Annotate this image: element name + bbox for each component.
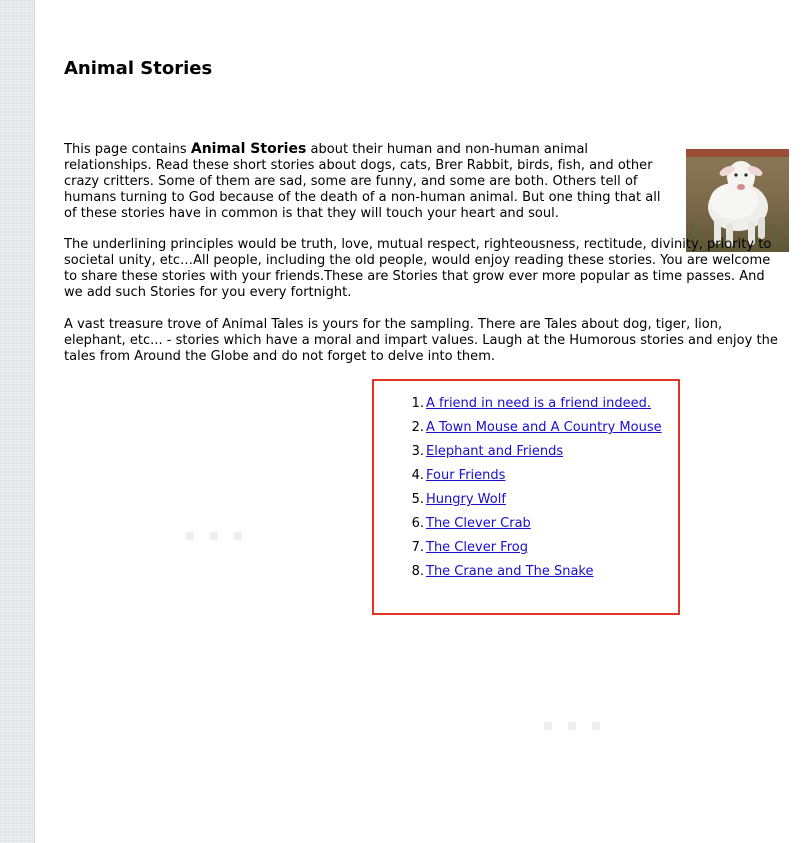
list-item	[406, 443, 662, 467]
loading-dot	[186, 532, 194, 540]
story-link-clever-crab[interactable]: The Clever Crab	[426, 516, 531, 531]
story-link-elephant-friends[interactable]: Elephant and Friends	[426, 444, 564, 459]
story-link-clever-frog[interactable]: The Clever Frog	[426, 540, 528, 555]
list-item	[406, 467, 662, 491]
story-link-town-mouse[interactable]: A Town Mouse and A Country Mouse	[426, 420, 662, 435]
list-number: 3.	[411, 444, 424, 459]
story-list	[406, 395, 662, 587]
story-link-friend-in-need[interactable]: A friend in need is a friend indeed.	[426, 396, 652, 411]
list-number: 6.	[411, 516, 424, 531]
story-link-crane-snake[interactable]: The Crane and The Snake	[426, 564, 594, 579]
loading-dot	[210, 532, 218, 540]
list-number: 4.	[411, 468, 424, 483]
page-title: Animal Stories	[64, 58, 213, 79]
intro-bold-phrase: Animal Stories	[190, 141, 307, 157]
treasure-paragraph: A vast treasure trove of Animal Tales is yours for the sampling. There are Tales about dog, tiger, lion, elephant, etc... - stories which have a moral and impart values. Laugh at the Humorous stories and enjoy the tales from Around the Globe and do not forget to delve into them.	[64, 317, 778, 364]
list-number: 2.	[411, 420, 424, 435]
list-number: 7.	[411, 540, 424, 555]
loading-dot	[568, 722, 576, 730]
left-sidebar-rail	[0, 0, 35, 843]
list-number: 5.	[411, 492, 424, 507]
story-list-highlight	[372, 379, 680, 615]
list-item	[406, 491, 662, 515]
list-item	[406, 515, 662, 539]
story-link-hungry-wolf[interactable]: Hungry Wolf	[426, 492, 506, 507]
list-number: 8.	[411, 564, 424, 579]
loading-dot	[592, 722, 600, 730]
loading-dot	[544, 722, 552, 730]
intro-paragraph: This page contains Animal Stories about their human and non-human animal relationships. Read these short stories about dogs, cats, Brer Rabbit, birds, fish, and other crazy critters. Some of them are sad, some are funny, and some are both. Others tell of humans turning to God because of the death of a non-human animal. But one thing that all of these stories have in common is that they will touch your heart and soul.	[64, 141, 661, 221]
list-item	[406, 563, 662, 587]
loading-dots	[544, 722, 600, 730]
loading-dot	[234, 532, 242, 540]
list-item	[406, 539, 662, 563]
list-number: 1.	[411, 396, 424, 411]
story-link-four-friends[interactable]: Four Friends	[426, 468, 506, 483]
list-item	[406, 395, 662, 419]
principles-paragraph: The underlining principles would be truth, love, mutual respect, righteousness, rectitude, divinity, priority to societal unity, etc…All people, including the old people, would enjoy reading these stories. You are welcome to share these stories with your friends.These are Stories that grow ever more popular as time passes. And we add such Stories for you every fortnight.	[64, 237, 772, 300]
list-item	[406, 419, 662, 443]
loading-dots	[186, 532, 242, 540]
